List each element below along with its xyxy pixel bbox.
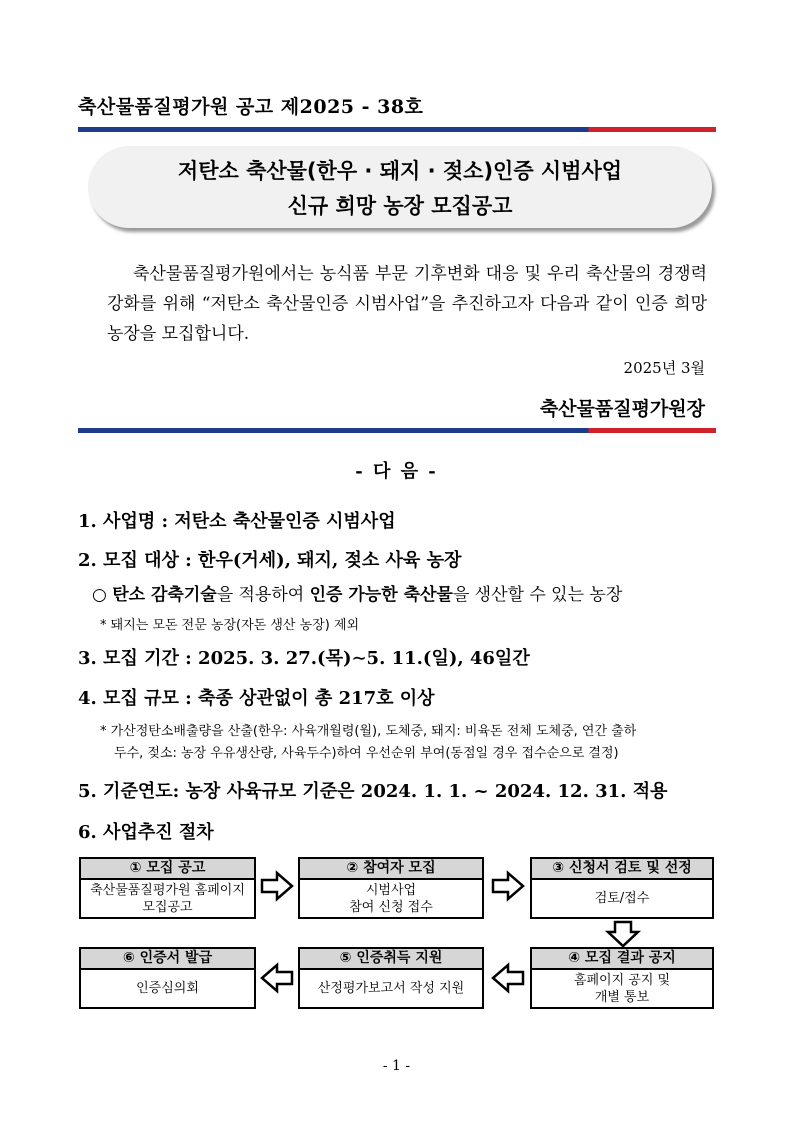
process-step-6 (79, 947, 256, 1009)
arrow-right-icon (259, 870, 295, 902)
step-1-title: ① 모집 공고 (81, 859, 254, 880)
notice-number: 축산물품질평가원 공고 제2025 - 38호 (78, 96, 424, 118)
step-2-line1: 시범사업 (365, 882, 417, 898)
process-step-4 (530, 947, 714, 1009)
step-4-title: ④ 모집 결과 공지 (532, 949, 712, 970)
target-note: * 돼지는 모돈 전문 농장(자돈 생산 농장) 제외 (100, 618, 360, 633)
step-5-title: ⑤ 인증취득 지원 (300, 949, 482, 970)
page-number: - 1 - (382, 1058, 411, 1074)
issuing-organization: 축산물품질평가원장 (539, 398, 705, 420)
item-target: 2. 모집 대상 : 한우(거세), 돼지, 젖소 사육 농장 (78, 550, 462, 571)
arrow-down-icon (605, 920, 641, 948)
intro-divider (78, 428, 716, 433)
bullet-bold-1: 탄소 감축기술 (112, 585, 217, 605)
item-period: 3. 모집 기간 : 2025. 3. 27.(목)∼5. 11.(일), 46일간 (78, 648, 530, 669)
bullet-mark: ○ (92, 585, 107, 605)
bullet-text-1: 을 적용하여 (216, 585, 310, 605)
process-step-1 (79, 857, 256, 919)
intro-paragraph (107, 259, 707, 349)
title-banner (88, 146, 712, 228)
step-3-title: ③ 신청서 검토 및 선정 (532, 859, 712, 880)
bullet-bold-2: 인증 가능한 축산물 (309, 585, 453, 605)
step-6-title: ⑥ 인증서 발급 (81, 949, 254, 970)
target-bullet (92, 580, 622, 605)
scale-note-line1: * 가산정탄소배출량을 산출(한우: 사육개월령(월), 도체중, 돼지: 비육돈 전체 도체중, 연간 출하 (100, 724, 637, 739)
intro-text: 축산물품질평가원에서는 농식품 부문 기후변화 대응 및 우리 축산물의 경쟁력 강화를 위해 “저탄소 축산물인증 시범사업”을 추진하고자 다음과 같이 인증 희망 농장을 모집합니다. (107, 264, 707, 344)
document-title-line1: 저탄소 축산물(한우 · 돼지 · 젖소)인증 시범사업 (177, 159, 623, 183)
item-procedure: 6. 사업추진 절차 (78, 822, 214, 843)
step-4-line1: 홈페이지 공지 및 (573, 972, 671, 988)
document-title-line2: 신규 희망 농장 모집공고 (287, 194, 513, 218)
item-scale: 4. 모집 규모 : 축종 상관없이 총 217호 이상 (78, 688, 435, 709)
step-5-line1: 산정평가보고서 작성 지원 (317, 981, 465, 996)
step-4-line2: 개별 통보 (594, 989, 650, 1005)
step-1-line2: 모집공고 (142, 899, 193, 915)
step-2-title: ② 참여자 모집 (300, 859, 482, 880)
process-step-2 (298, 857, 484, 919)
bullet-text-2: 을 생산할 수 있는 농장 (452, 585, 623, 605)
step-2-line2: 참여 신청 접수 (349, 899, 433, 915)
process-step-5 (298, 947, 484, 1009)
arrow-left-icon (490, 962, 526, 994)
step-1-line1: 축산물품질평가원 홈페이지 (90, 882, 245, 898)
item-base-year: 5. 기준연도: 농장 사육규모 기준은 2024. 1. 1. ~ 2024. 12. 31. 적용 (78, 781, 668, 802)
section-subtitle: - 다 음 - (355, 461, 438, 482)
item-project-name: 1. 사업명 : 저탄소 축산물인증 시범사업 (78, 511, 396, 532)
scale-note-line2: 두수, 젖소: 농장 우유생산량, 사육두수)하여 우선순위 부여(동점일 경우 접수순으로 결정) (114, 746, 619, 761)
header-divider (78, 127, 716, 132)
process-step-3 (530, 857, 714, 919)
step-6-line1: 인증심의회 (136, 981, 199, 996)
step-3-line1: 검토/접수 (594, 891, 650, 906)
notice-date: 2025년 3월 (623, 359, 705, 377)
arrow-left-icon (259, 962, 295, 994)
arrow-right-icon (490, 870, 526, 902)
